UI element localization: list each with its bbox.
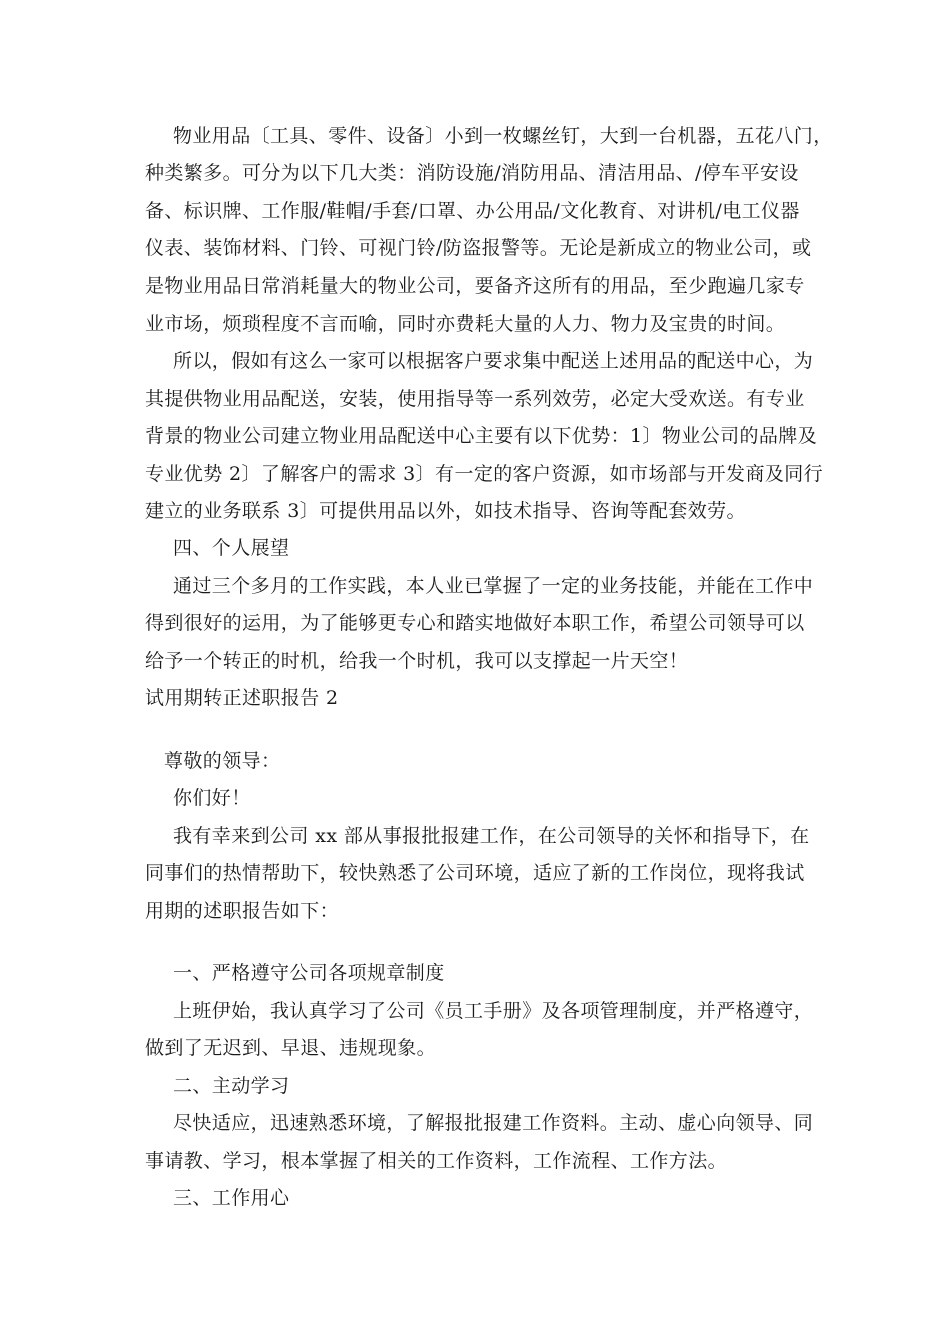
paragraph-line: 背景的物业公司建立物业用品配送中心主要有以下优势：1〕物业公司的品牌及: [145, 425, 818, 447]
section-heading: 三、工作用心: [173, 1187, 290, 1209]
paragraph-line: 尽快适应，迅速熟悉环境，了解报批报建工作资料。主动、虚心向领导、同: [173, 1112, 814, 1134]
paragraph-line: 其提供物业用品配送，安装，使用指导等一系列效劳，必定大受欢送。有专业: [145, 388, 805, 410]
greeting: 你们好！: [173, 787, 251, 809]
report-title: 试用期转正述职报告 2: [145, 687, 339, 709]
paragraph-line: 用期的述职报告如下：: [145, 900, 340, 922]
paragraph-line: 是物业用品日常消耗量大的物业公司，要备齐这所有的用品，至少跑遍几家专: [145, 275, 805, 297]
paragraph-line: 给予一个转正的时机，给我一个时机，我可以支撑起一片天空！: [145, 650, 689, 672]
section-heading: 二、主动学习: [173, 1075, 290, 1097]
section-heading: 一、严格遵守公司各项规章制度: [173, 962, 445, 984]
paragraph-line: 得到很好的运用，为了能够更专心和踏实地做好本职工作，希望公司领导可以: [145, 612, 805, 634]
section-heading: 四、个人展望: [173, 537, 290, 559]
paragraph-line: 专业优势 2〕了解客户的需求 3〕有一定的客户资源，如市场部与开发商及同行: [145, 463, 824, 485]
paragraph-line: 种类繁多。可分为以下几大类：消防设施/消防用品、清洁用品、/停车平安设: [145, 162, 799, 184]
paragraph-line: 仪表、装饰材料、门铃、可视门铃/防盗报警等。无论是新成立的物业公司，或: [145, 237, 812, 259]
paragraph-line: 业市场，烦琐程度不言而喻，同时亦费耗大量的人力、物力及宝贵的时间。: [145, 313, 786, 335]
paragraph-line: 事请教、学习，根本掌握了相关的工作资料，工作流程、工作方法。: [145, 1150, 728, 1172]
paragraph-line: 所以，假如有这么一家可以根据客户要求集中配送上述用品的配送中心，为: [173, 350, 814, 372]
paragraph-line: 同事们的热情帮助下，较快熟悉了公司环境，适应了新的工作岗位，现将我试: [145, 862, 805, 884]
paragraph-line: 我有幸来到公司 xx 部从事报批报建工作，在公司领导的关怀和指导下，在: [173, 825, 810, 847]
paragraph-line: 通过三个多月的工作实践，本人业已掌握了一定的业务技能，并能在工作中: [173, 575, 814, 597]
paragraph-line: 备、标识牌、工作服/鞋帽/手套/口罩、办公用品/文化教育、对讲机/电工仪器: [145, 200, 800, 222]
salutation: 尊敬的领导：: [164, 750, 281, 772]
paragraph-line: 建立的业务联系 3〕可提供用品以外，如技术指导、咨询等配套效劳。: [145, 500, 746, 522]
paragraph-line: 做到了无迟到、早退、违规现象。: [145, 1037, 437, 1059]
paragraph-line: 物业用品〔工具、零件、设备〕小到一枚螺丝钉，大到一台机器，五花八门，: [173, 125, 833, 147]
paragraph-line: 上班伊始，我认真学习了公司《员工手册》及各项管理制度，并严格遵守，: [173, 1000, 814, 1022]
